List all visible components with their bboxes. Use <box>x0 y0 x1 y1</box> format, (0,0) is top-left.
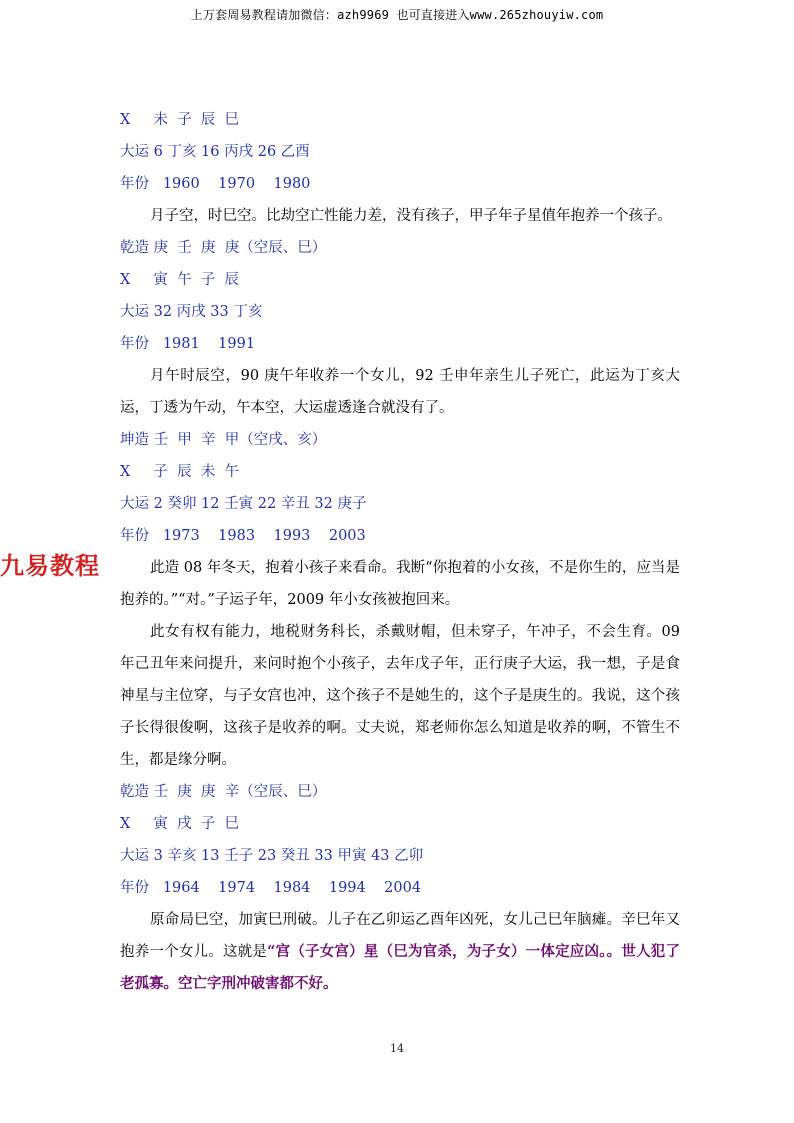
watermark-logo: 九易教程 <box>0 552 100 580</box>
chart-line: 大运 6 丁亥 16 丙戌 26 乙酉 <box>120 144 310 160</box>
chart-line: X 未 子 辰 巳 <box>120 112 240 128</box>
paragraph: 月午时辰空，90 庚午年收养一个女儿，92 壬申年亲生儿子死亡，此运为丁亥大运，丁透为午动，午本空，大运虚透逢合就没有了。 <box>120 368 680 416</box>
chart-line: 大运 32 丙戌 33 丁亥 <box>120 304 263 320</box>
chart-line: X 寅 午 子 辰 <box>120 272 240 288</box>
chart-line: 大运 2 癸卯 12 壬寅 22 辛丑 32 庚子 <box>120 496 367 512</box>
chart-line: 乾造 庚 壬 庚 庚（空辰、巳） <box>120 240 327 256</box>
page-header: 上万套周易教程请加微信：azh9969 也可直接进入www.265zhouyiw.com <box>190 8 604 22</box>
paragraph: 月子空，时巳空。比劫空亡性能力差，没有孩子，甲子年子星值年抱养一个孩子。 <box>150 208 672 224</box>
chart-line: 年份 1973 1983 1993 2003 <box>120 528 366 544</box>
final-paragraph-emphasis: “宫（子女宫）星（巳为官杀，为子女）一体定应凶。。世人犯了老孤寡。空亡字刑冲破害都不好。 <box>120 943 681 992</box>
paragraph: 此造 08 年冬天，抱着小孩子来看命。我断“你抱着的小女孩，不是你生的，应当是抱养的。”“对。”子运子年，2009 年小女孩被抱回来。 <box>120 560 680 608</box>
chart-line: 乾造 壬 庚 庚 辛（空辰、巳） <box>120 784 327 800</box>
chart-line: X 子 辰 未 午 <box>120 464 240 480</box>
chart-line: 大运 3 辛亥 13 壬子 23 癸丑 33 甲寅 43 乙卯 <box>120 848 424 864</box>
final-paragraph-text: 原命局巳空，加寅巳刑破。儿子在乙卯运乙酉年凶死，女儿己巳年脑瘫。辛巳年又抱养一个女儿。这就是 <box>120 912 680 960</box>
page-number: 14 <box>390 1042 404 1055</box>
chart-line: X 寅 戌 子 巳 <box>120 816 240 832</box>
chart-line: 年份 1964 1974 1984 1994 2004 <box>120 880 422 896</box>
document-body <box>120 104 680 1000</box>
paragraph: 此女有权有能力，地税财务科长，杀戴财帽，但未穿子，午冲子，不会生育。09 年己丑年来问提升，来问时抱个小孩子，去年戊子年，正行庚子大运，我一想，子是食神星与主位穿，与子女宫也冲，这个孩子不是她生的，这个子是庚生的。我说，这个孩子长得很俊啊，这孩子是收养的啊。丈夫说，郑老师你怎么知道是收养的啊，不管生不生，都是缘分啊。 <box>120 624 680 768</box>
chart-line: 年份 1960 1970 1980 <box>120 176 311 192</box>
chart-line: 坤造 壬 甲 辛 甲（空戌、亥） <box>120 432 327 448</box>
chart-line: 年份 1981 1991 <box>120 336 256 352</box>
final-paragraph <box>120 904 680 1000</box>
